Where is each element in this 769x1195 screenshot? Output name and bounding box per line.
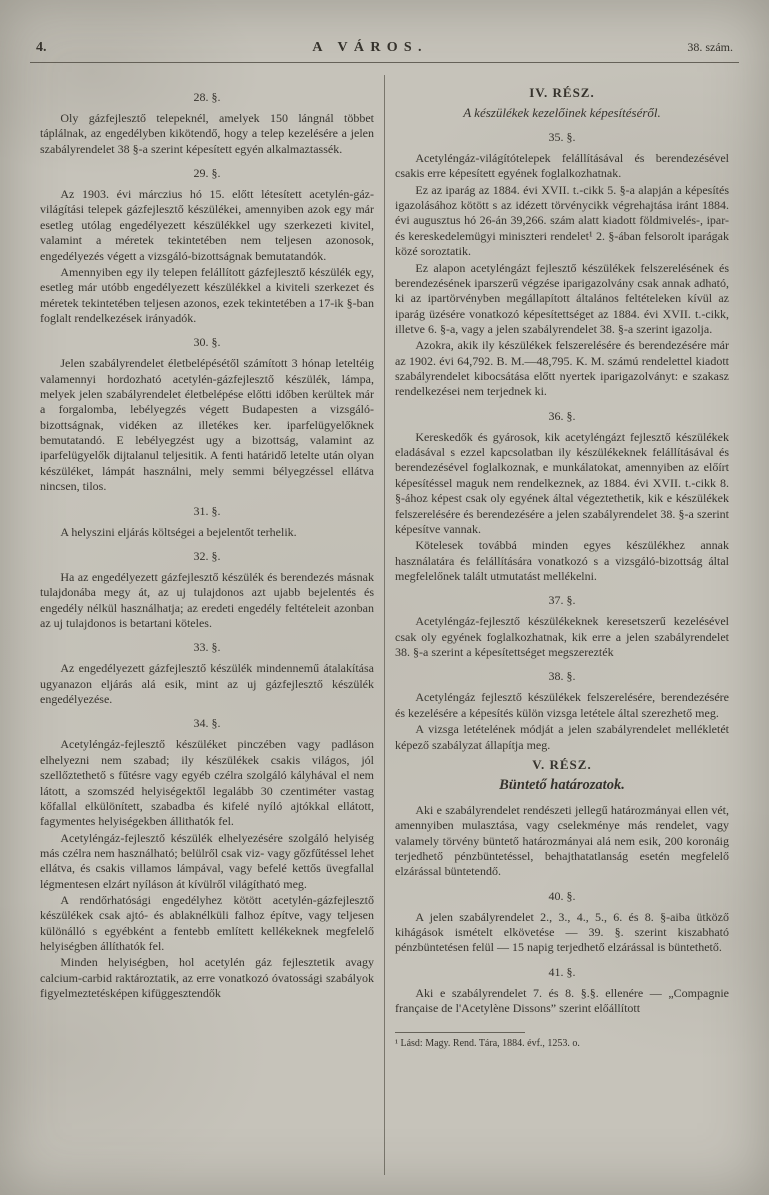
paragraph: A vizsga letételének módját a jelen szabályrendelet mellékletét képező szabályzat állapítja meg. [395, 722, 729, 752]
section-heading: 41. §. [548, 964, 576, 979]
section-heading: 35. §. [548, 130, 576, 144]
part-heading: IV. RÉSZ. [529, 85, 595, 100]
left-column [30, 75, 384, 1175]
paragraph: Acetyléngáz-fejlesztő készüléket pinczében vagy padláson elhelyezni nem szabad; ily készülékek csakis világos, jól szellőztethető s fűtésre vagy egyéb czélra szolgáló kályhával el nem látott, a szomszéd helyiségektől legalább 30 czentiméter vastag kőfallal elkülönített, szabadba és kifelé nyíló ajtókkal ellátott, fagymentes helyiségekben állithatók fel. [40, 737, 374, 829]
paragraph: Kereskedők és gyárosok, kik acetyléngázt fejlesztő készülékek eladásával s ezzel kapcsolatban ily készülékeknek felállításával és berendezésével foglalkoznak, e munkálatokat, amennyiben az előírt képesítéssel maguk nem rendelkeznek, az 1884. évi XVII. t.-cikk 8. §-ához képest csak oly egyének által végeztethetik, kik e készülékek felszerelésére és berendezésére a jelen szabályrendelet 38. §-a szerint képesítve vannak. [395, 429, 729, 536]
paragraph: Amennyiben egy ily telepen felállított gázfejlesztő készülék egy, esetleg már utóbb engedélyezett készülékkel a kiviteli szerkezet és méretek tekintetében teljesen azonos, ezek tekintetében a 17-ik §-ban foglalt rendelkezések irányadók. [40, 264, 374, 325]
paragraph: Minden helyiségben, hol acetylén gáz fejlesztetik avagy calcium-carbid raktároztatik, az erre vonatkozó óvatossági szabályok figyelmeztetésképen kifüggesztendők [40, 955, 374, 1001]
page-number: 4. [36, 40, 47, 55]
chapter-subtitle: A készülékek kezelőinek képesítéséről. [463, 105, 661, 120]
paragraph: Ez az iparág az 1884. évi XVII. t.-cikk 5. §-a alapján a képesítés igazolásához kötött s az idézett törvénycikk végrehajtása iránt 1884. évi augusztus hó 26-án 39,266. szám alatt kiadott földmivelés-, ipar- és kereskedelemügyi miniszteri rendelet¹ 2. §-ában felsorolt iparágak közé soroztatik. [395, 182, 729, 259]
paragraph: Ez alapon acetyléngázt fejlesztő készülékek felszerelésének és berendezésének iparszerű végzése iparigazolvány csak annak adható, ki az ipartörvényben megállapított általános feltételeken kívül az iparág üzésére vonatkozó képesítettséget az 1884. évi XVII. t.-cikk, illetve 6. §-a, vagy a jelen szabályrendelet 38. §-a szerint igazolja. [395, 260, 729, 336]
issue-number: 38. szám. [687, 40, 733, 54]
section-heading: 34. §. [193, 716, 221, 731]
paragraph: A rendőrhatósági engedélyhez kötött acetylén-gázfejlesztő készülékek csak ajtó- és ablaknélküli falhoz építve, vagy teljesen különálló s egyébként a fentebb említett kellékeknek megfelelő helyiségben állíthatók fel. [40, 893, 374, 954]
paragraph: Az 1903. évi márczius hó 15. előtt létesített acetylén-gáz-világítási telepek gázfejlesztő készülékei, amennyiben azok egy már esetleg utólag engedélyezett készülékkel ugy szerkezeti kivitel, valamint a méretek tekintetében nem teljesen azonosok, engedélyezés végett a vizsgáló-bizottságnak bemutatandók. [40, 187, 374, 263]
section-heading: 30. §. [193, 335, 221, 350]
masthead-title: A VÁROS. [312, 40, 428, 55]
paragraph: Jelen szabályrendelet életbelépésétől számított 3 hónap leteltéig valamennyi hordozható acetylén-gázfejlesztő készülék, lámpa, melyek jelen szabályrendelet életbelépése előtti időben kerültek már a forgalomba, lebélyegzés végett Budapesten a vizsgáló-bizottságnak, vidéken az illetékes ker. iparfelügyelőknek bemutatandó. E lebélyegzést ugy a bizottság, valamint az iparfelügyelők dijtalanul teljesitik. A fenti határidő letelte után olyan készüléket, lámpát használni, mely semmi bélyegzéssel ellátva nincsen, tilos. [40, 356, 374, 494]
paragraph: Acetyléngáz fejlesztő készülékek felszerelésére, berendezésére és kezelésére a képesítés külön vizsga letétele által szerezhető meg. [395, 690, 729, 720]
footnote: ¹ Lásd: Magy. Rend. Tára, 1884. évf., 1253. o. [395, 1032, 729, 1050]
right-column [384, 75, 739, 1175]
paragraph: Azokra, akik ily készülékek felszerelésére és berendezésére már az 1902. évi 64,792. B. M.—48,795. K. M. számú rendelettel kiadott szabályrendelet kibocsátása előtt nyertek iparigazolványt: e szakasz rendelkezései nem terjednek ki. [395, 338, 729, 399]
section-heading: 31. §. [193, 503, 221, 518]
section-heading: 40. §. [548, 888, 576, 903]
paragraph: Acetyléngáz-fejlesztő készülékeknek keresetszerű kezelésével csak oly egyének foglalkozhatnak, kik erre a jelen szabályrendelet 38. §-a szerint a képesítettséget megszerezték [395, 614, 729, 660]
chapter-subtitle: Büntető határozatok. [499, 776, 625, 793]
section-heading: 32. §. [193, 548, 221, 563]
section-heading: 37. §. [548, 593, 576, 608]
paragraph: Oly gázfejlesztő telepeknél, amelyek 150 lángnál többet táplálnak, az engedélyben kikötendő, hogy a telep kezelésére a jelen szabályrendelet 38 §-a szerint képesített egyén alkalmaztassék. [40, 111, 374, 156]
article-columns [30, 63, 739, 1175]
paragraph: A jelen szabályrendelet 2., 3., 4., 5., 6. és 8. §-aiba ütköző kihágások ismételt elkövetése — 39. §. szerint kiszabható pénzbüntetésen felül — 15 napig terjedhető elzárással is büntethető. [395, 909, 729, 955]
paragraph: Az engedélyezett gázfejlesztő készülék mindennemű átalakítása ugyanazon eljárás alá esik, mint az uj gázfejlesztő készülék engedélyezése. [40, 661, 374, 707]
paragraph: Ha az engedélyezett gázfejlesztő készülék és berendezés másnak tulajdonába megy át, az uj tulajdonos azt ujabb bejelentés és engedély nélkül használhatja; az eredeti engedély feltételeit azonban az uj tulajdonos is betartani köteles. [40, 569, 374, 630]
part-heading: V. RÉSZ. [532, 756, 592, 772]
section-heading: 36. §. [548, 408, 576, 423]
section-heading: 28. §. [193, 90, 221, 104]
section-heading: 29. §. [193, 166, 221, 181]
paragraph: Acetyléngáz-világítótelepek felállításával és berendezésével csakis erre képesített egyének foglalkozhatnak. [395, 151, 729, 181]
paragraph: Aki e szabályrendelet 7. és 8. §.§. ellenére — „Compagnie française de l'Acetylène Dissons” szerint előállított [395, 985, 729, 1016]
paragraph: Acetyléngáz-fejlesztő készülék elhelyezésére szolgáló helyiség más czélra nem használható; belülről csak viz- vagy gőzfűtéssel lehet ellátva, és csakis villamos lámpával, vagy befelé kettős üvegfallal légmentesen elzárt nyíláson át kívülről világítható meg. [40, 830, 374, 891]
page-header [30, 40, 739, 62]
section-heading: 33. §. [193, 640, 221, 655]
section-heading: 38. §. [548, 669, 576, 684]
paragraph: A helyszini eljárás költségei a bejelentőt terhelik. [60, 524, 297, 539]
paragraph: Aki e szabályrendelet rendészeti jellegű határozmányai ellen vét, amennyiben mulasztása, vagy cselekménye más rendelet, vagy valamely törvény büntető határozmányai alá nem esik, 200 koronáig terjedhető pénzbüntetéssel, behajthatatlanság esetén megfelelő elzárással büntetendő. [395, 802, 729, 879]
paragraph: Kötelesek továbbá minden egyes készülékhez annak használatára és felállítására vonatkozó s a vizsgáló-bizottság által megfelelőnek talált utmutatást mellékelni. [395, 538, 729, 583]
